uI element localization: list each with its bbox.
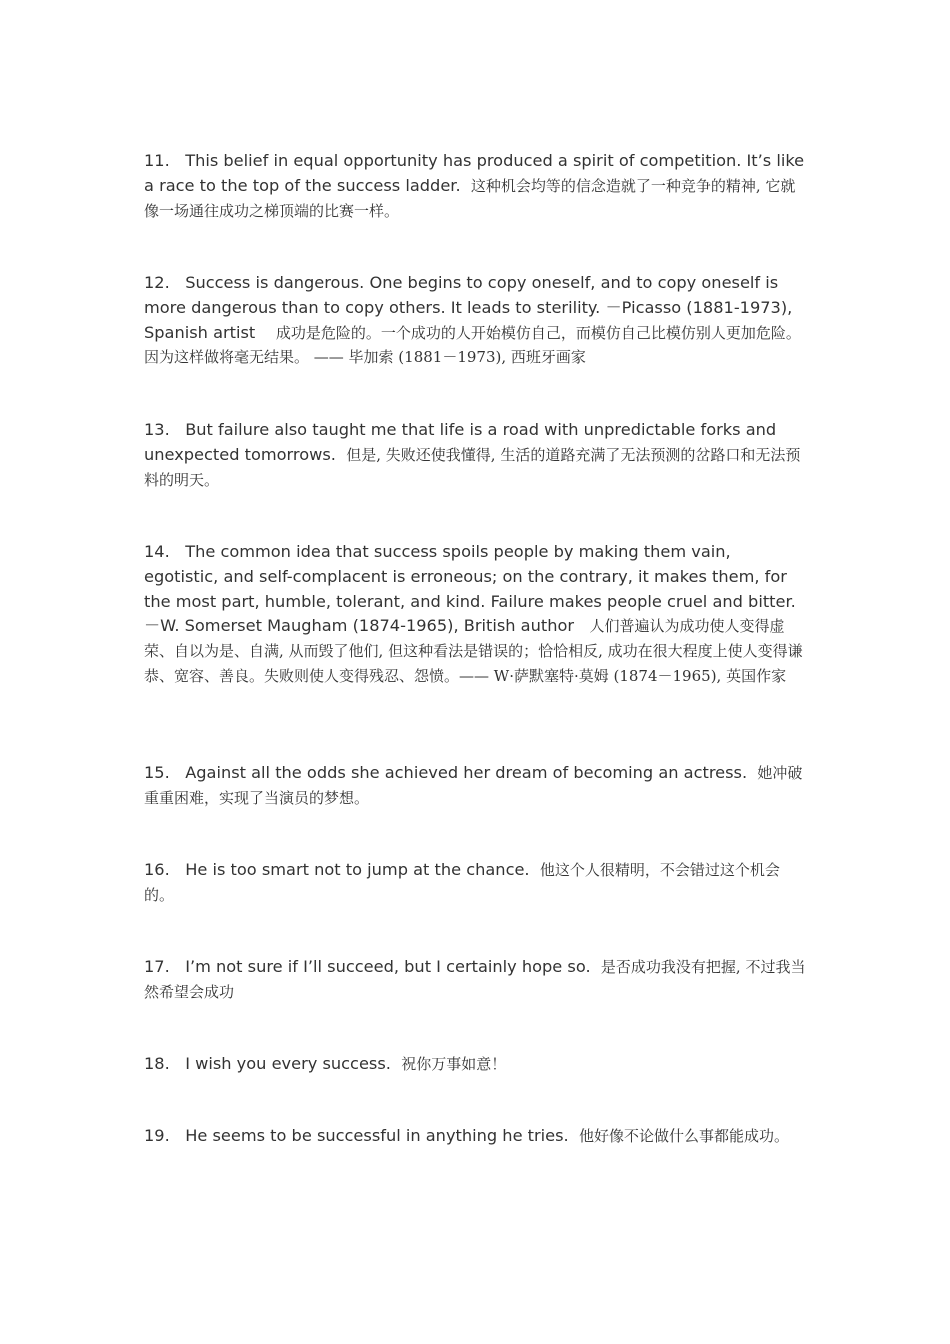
- english-text: He is too smart not to jump at the chance.: [185, 860, 530, 879]
- chinese-text: 祝你万事如意！: [401, 1055, 507, 1073]
- item-number: 19.: [144, 1126, 170, 1145]
- item-number: 18.: [144, 1054, 170, 1073]
- sentence-item-17: [144, 955, 809, 1005]
- english-text: This belief in equal opportunity has produced a spirit of competition. It’s like a race to the top of the success ladder.: [144, 151, 805, 195]
- chinese-text: 但是, 失败还使我懂得, 生活的道路充满了无法预测的岔路口和无法预料的明天。: [144, 445, 801, 489]
- item-number: 17.: [144, 957, 170, 976]
- english-text: Success is dangerous. One begins to copy oneself, and to copy oneself is more dangerous than to copy others. It leads to sterility. －Picasso (1881-1973), Spanish artist: [144, 273, 793, 342]
- sentence-item-19: [144, 1124, 809, 1149]
- chinese-text: 她冲破重重困难，实现了当演员的梦想。: [144, 764, 803, 807]
- english-text: He seems to be successful in anything he tries.: [185, 1126, 569, 1145]
- sentence-item-14: [144, 540, 809, 689]
- item-number: 13.: [144, 420, 170, 439]
- english-text: I wish you every success.: [185, 1054, 391, 1073]
- sentence-item-11: [144, 149, 809, 223]
- sentence-item-13: [144, 418, 809, 492]
- chinese-text: 成功是危险的。一个成功的人开始模仿自己，而模仿自己比模仿别人更加危险。因为这样做将毫无结果。 —— 毕加索 (1881－1973), 西班牙画家: [144, 323, 801, 367]
- sentence-item-12: [144, 271, 809, 370]
- english-text: I’m not sure if I’ll succeed, but I certainly hope so.: [185, 957, 591, 976]
- sentence-item-18: [144, 1052, 809, 1077]
- english-text: But failure also taught me that life is a road with unpredictable forks and unexpected tomorrows.: [144, 420, 777, 464]
- chinese-text: 他好像不论做什么事都能成功。: [579, 1127, 790, 1145]
- sentence-item-15: [144, 761, 809, 811]
- item-number: 12.: [144, 273, 170, 292]
- item-number: 15.: [144, 763, 170, 782]
- item-number: 14.: [144, 542, 170, 561]
- english-text: The common idea that success spoils people by making them vain, egotistic, and self-complacent is erroneous; on the contrary, it makes them, for the most part, humble, tolerant, and kind. Failure makes people cruel and bitter. －W. Somerset Maugham (1874-1965), British author: [144, 542, 796, 636]
- chinese-text: 人们普遍认为成功使人变得虚荣、自以为是、自满, 从而毁了他们, 但这种看法是错误的；恰恰相反, 成功在很大程度上使人变得谦恭、宽容、善良。失败则使人变得残忍、怨愤。—— W·萨默塞特·莫姆 (1874－1965), 英国作家: [144, 617, 803, 685]
- chinese-text: 是否成功我没有把握, 不过我当然希望会成功: [144, 958, 806, 1001]
- chinese-text: 这种机会均等的信念造就了一种竞争的精神, 它就像一场通往成功之梯顶端的比赛一样。: [144, 176, 796, 220]
- english-text: Against all the odds she achieved her dream of becoming an actress.: [185, 763, 748, 782]
- sentence-item-16: [144, 858, 809, 908]
- item-number: 11.: [144, 151, 170, 170]
- chinese-text: 他这个人很精明，不会错过这个机会的。: [144, 861, 780, 904]
- item-number: 16.: [144, 860, 170, 879]
